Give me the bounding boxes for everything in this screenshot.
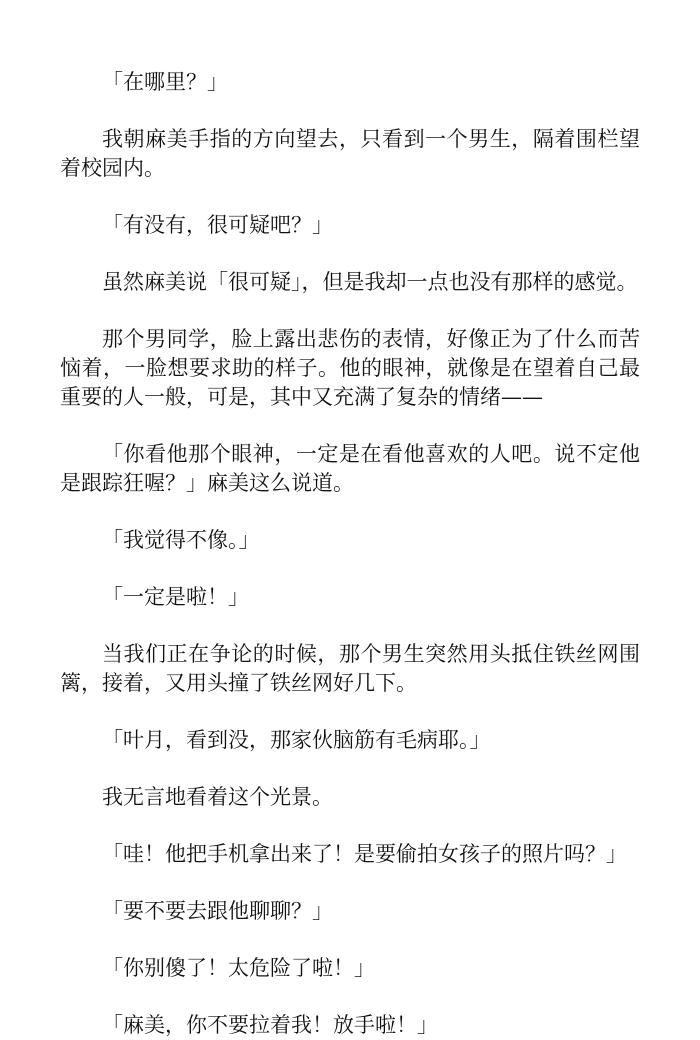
paragraph-12: 「哇！他把手机拿出来了！是要偷拍女孩子的照片吗？」 [102, 842, 627, 866]
paragraph-15: 「麻美，你不要拉着我！放手啦！」 [102, 1013, 438, 1037]
paragraph-5: 那个男同学，脸上露出悲伤的表情，好像正为了什么而苦恼着，一脸想要求助的样子。他的眼神，就像是在望着自己最重要的人一般，可是，其中又充满了复杂的情绪—— [60, 327, 640, 409]
paragraph-1: 「在哪里？」 [102, 70, 228, 94]
paragraph-9: 当我们正在争论的时候，那个男生突然用头抵住铁丝网围篱，接着，又用头撞了铁丝网好几下。 [60, 642, 640, 695]
paragraph-13: 「要不要去跟他聊聊？」 [102, 899, 333, 923]
paragraph-11: 我无言地看着这个光景。 [102, 785, 333, 809]
paragraph-8: 「一定是啦！」 [102, 585, 249, 609]
paragraph-7: 「我觉得不像。」 [102, 528, 260, 552]
paragraph-2: 我朝麻美手指的方向望去，只看到一个男生，隔着围栏望着校园内。 [60, 127, 640, 180]
paragraph-14: 「你别傻了！太危险了啦！」 [102, 956, 375, 980]
paragraph-4: 虽然麻美说「很可疑」，但是我却一点也没有那样的感觉。 [102, 270, 638, 294]
document-page [60, 68, 640, 1040]
paragraph-3: 「有没有，很可疑吧？」 [102, 213, 333, 237]
paragraph-10: 「叶月，看到没，那家伙脑筋有毛病耶。」 [102, 728, 491, 752]
paragraph-6: 「你看他那个眼神，一定是在看他喜欢的人吧。说不定他是跟踪狂喔？」麻美这么说道。 [60, 442, 640, 495]
